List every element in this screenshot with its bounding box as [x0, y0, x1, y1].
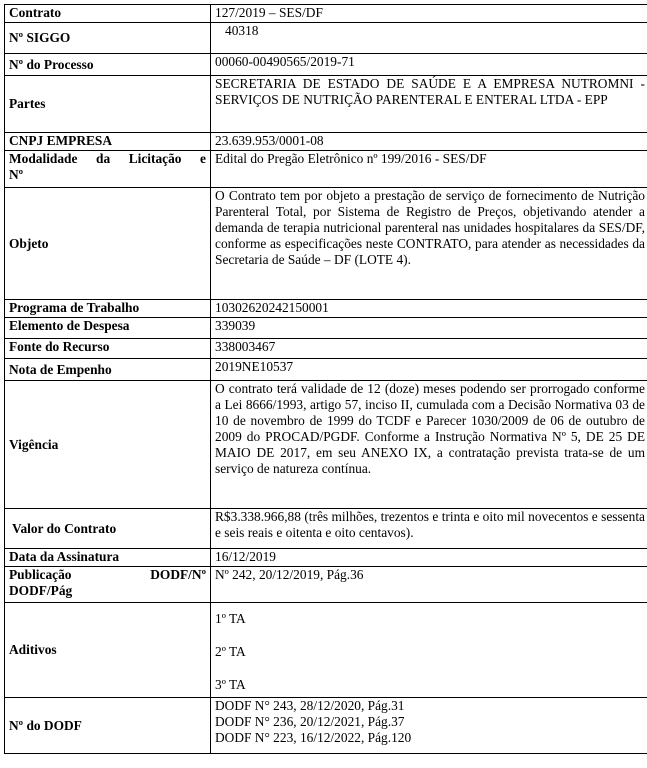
row-publicacao	[5, 567, 647, 603]
label-siggo: Nº SIGGO	[5, 23, 211, 54]
label-dodf: Nº do DODF	[5, 698, 211, 754]
aditivo-item: 3º TA	[215, 677, 246, 692]
label-publicacao-dodf-num: DODF/Nº	[150, 567, 206, 582]
value-aditivos	[211, 603, 647, 698]
row-modalidade	[5, 151, 647, 188]
label-publicacao	[5, 567, 211, 603]
label-elemento: Elemento de Despesa	[5, 318, 211, 339]
value-vigencia: O contrato terá validade de 12 (doze) meses podendo ser prorrogado conforme a Lei 8666/1993, artigo 57, inciso II, cumulada com a Decisão Normativa 03 de 10 de novembro de 1999 do TCDF e Parecer 1030/2009 de 06 de outubro de 2009 do PROCAD/PGDF. Conforme a Instrução Normativa Nº 5, DE 25 DE MAIO DE 2017, em seu ANEXO IX, a contratação prevista trata-se de um serviço de natureza contínua.	[211, 381, 647, 509]
contract-summary	[4, 4, 643, 754]
value-assinatura: 16/12/2019	[211, 549, 647, 567]
row-assinatura	[5, 549, 647, 567]
row-fonte	[5, 339, 647, 359]
label-valor	[5, 509, 211, 549]
dodf-item: DODF N° 243, 28/12/2020, Pág.31	[215, 698, 405, 713]
label-objeto: Objeto	[5, 188, 211, 300]
value-programa: 10302620242150001	[211, 300, 647, 318]
value-partes: SECRETARIA DE ESTADO DE SAÚDE E A EMPRESA NUTROMNI - SERVIÇOS DE NUTRIÇÃO PARENTERAL E ENTERAL LTDA - EPP	[211, 76, 647, 133]
label-aditivos: Aditivos	[5, 603, 211, 698]
label-assinatura: Data da Assinatura	[5, 549, 211, 567]
value-dodf	[211, 698, 647, 754]
value-publicacao: Nº 242, 20/12/2019, Pág.36	[211, 567, 647, 603]
dodf-item: DODF N° 223, 16/12/2022, Pág.120	[215, 730, 412, 745]
label-publicacao-line2: DODF/Pág	[9, 583, 73, 598]
row-programa	[5, 300, 647, 318]
dodf-item: DODF N° 236, 20/12/2021, Pág.37	[215, 714, 405, 729]
row-siggo	[5, 23, 647, 54]
row-objeto	[5, 188, 647, 300]
label-modalidade-line1: Modalidade da Licitação e	[9, 151, 206, 166]
row-aditivos	[5, 603, 647, 698]
label-publicacao-line1	[9, 567, 206, 583]
row-vigencia	[5, 381, 647, 509]
label-empenho: Nota de Empenho	[5, 359, 211, 381]
row-dodf	[5, 698, 647, 754]
label-cnpj: CNPJ EMPRESA	[5, 133, 211, 151]
row-partes	[5, 76, 647, 133]
label-partes: Partes	[5, 76, 211, 133]
row-empenho	[5, 359, 647, 381]
label-modalidade	[5, 151, 211, 188]
label-programa: Programa de Trabalho	[5, 300, 211, 318]
label-vigencia: Vigência	[5, 381, 211, 509]
label-fonte: Fonte do Recurso	[5, 339, 211, 359]
row-cnpj	[5, 133, 647, 151]
value-siggo	[211, 23, 647, 54]
label-publicacao-word: Publicação	[9, 567, 72, 582]
row-processo	[5, 54, 647, 76]
label-contrato: Contrato	[5, 5, 211, 23]
row-contrato	[5, 5, 647, 23]
siggo-number: 40318	[225, 23, 259, 38]
value-empenho: 2019NE10537	[211, 359, 647, 381]
aditivo-item: 1º TA	[215, 611, 246, 626]
label-modalidade-line2: Nº	[9, 167, 24, 182]
label-processo: Nº do Processo	[5, 54, 211, 76]
value-contrato: 127/2019 – SES/DF	[211, 5, 647, 23]
value-valor: R$3.338.966,88 (três milhões, trezentos e trinta e oito mil novecentos e sessenta e seis reais e oitenta e oito centavos).	[211, 509, 647, 549]
label-valor-text: Valor do Contrato	[12, 520, 117, 536]
value-processo: 00060-00490565/2019-71	[211, 54, 647, 76]
contract-table	[4, 4, 647, 754]
value-objeto: O Contrato tem por objeto a prestação de serviço de fornecimento de Nutrição Parenteral Total, por Sistema de Registro de Preços, objetivando atender a demanda de terapia nutricional parenteral nas unidades hospitalares da SES/DF, conforme as especificações neste CONTRATO, para atender as necessidades da Secretaria de Saúde – DF (LOTE 4).	[211, 188, 647, 300]
aditivo-item: 2º TA	[215, 644, 246, 659]
value-modalidade: Edital do Pregão Eletrônico nº 199/2016 - SES/DF	[211, 151, 647, 188]
row-elemento	[5, 318, 647, 339]
value-elemento: 339039	[211, 318, 647, 339]
value-cnpj: 23.639.953/0001-08	[211, 133, 647, 151]
row-valor	[5, 509, 647, 549]
value-fonte: 338003467	[211, 339, 647, 359]
